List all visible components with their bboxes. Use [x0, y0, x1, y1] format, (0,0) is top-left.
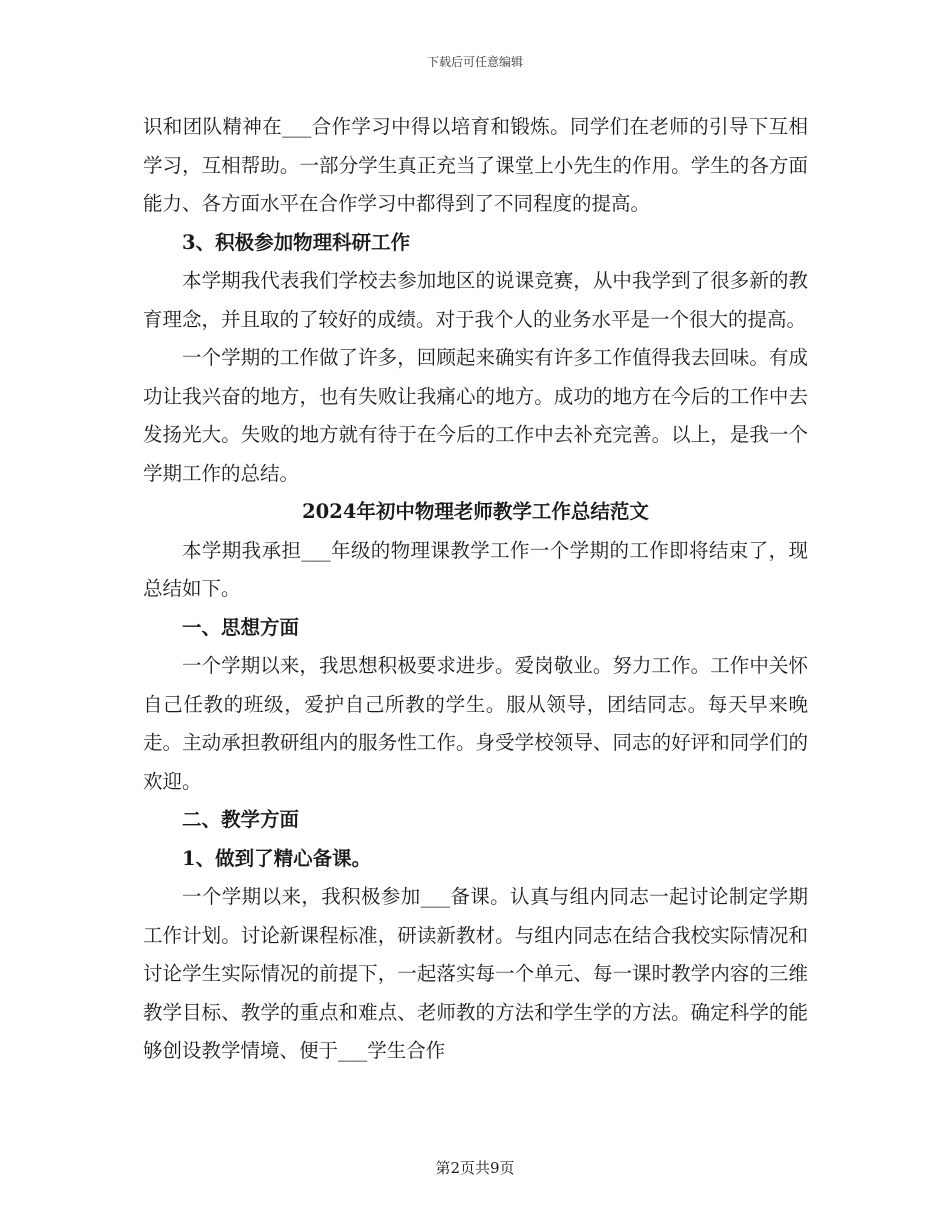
paragraph-thought: 一个学期以来，我思想积极要求进步。爱岗敬业。努力工作。工作中关怀自己任教的班级，爱护自己所教的学生。服从领导，团结同志。每天早来晚走。主动承担教研组内的服务性工作。身受学校领导、同志的好评和同学们的欢迎。	[143, 654, 808, 793]
section-heading-teaching: 二、教学方面	[182, 808, 300, 831]
section-heading-thought: 一、思想方面	[182, 615, 300, 639]
paragraph-conclusion: 一个学期的工作做了许多，回顾起来确实有许多工作值得我去回味。有成功让我兴奋的地方，也有失败让我痛心的地方。成功的地方在今后的工作中去发扬光大。失败的地方就有待于在今后的工作中去补充完善。以上，是我一个学期工作的总结。	[143, 346, 808, 485]
document-body	[143, 108, 808, 1071]
section-heading-research: 3、积极参加物理科研工作	[182, 230, 411, 254]
paragraph-intro: 本学期我承担___年级的物理课教学工作一个学期的工作即将结束了，现总结如下。	[143, 538, 808, 600]
paragraph-continuation: 识和团队精神在___合作学习中得以培育和锻炼。同学们在老师的引导下互相学习，互相帮助。一部分学生真正充当了课堂上小先生的作用。学生的各方面能力、各方面水平在合作学习中都得到了不同程度的提高。	[143, 115, 808, 215]
page-footer: 第2页共9页	[435, 1159, 515, 1177]
paragraph-preparation: 一个学期以来，我积极参加___备课。认真与组内同志一起讨论制定学期工作计划。讨论新课程标准，研读新教材。与组内同志在结合我校实际情况和讨论学生实际情况的前提下，一起落实每一个单元、每一课时教学内容的三维教学目标、教学的重点和难点、老师教的方法和学生学的方法。确定科学的能够创设教学情境、便于___学生合作	[143, 885, 808, 1062]
document-title: 2024年初中物理老师教学工作总结范文	[302, 500, 649, 523]
paragraph-research: 本学期我代表我们学校去参加地区的说课竞赛，从中我学到了很多新的教育理念，并且取的了较好的成绩。对于我个人的业务水平是一个很大的提高。	[143, 269, 808, 331]
subsection-heading-preparation: 1、做到了精心备课。	[182, 846, 372, 870]
page-header: 下载后可任意编辑	[426, 55, 523, 69]
